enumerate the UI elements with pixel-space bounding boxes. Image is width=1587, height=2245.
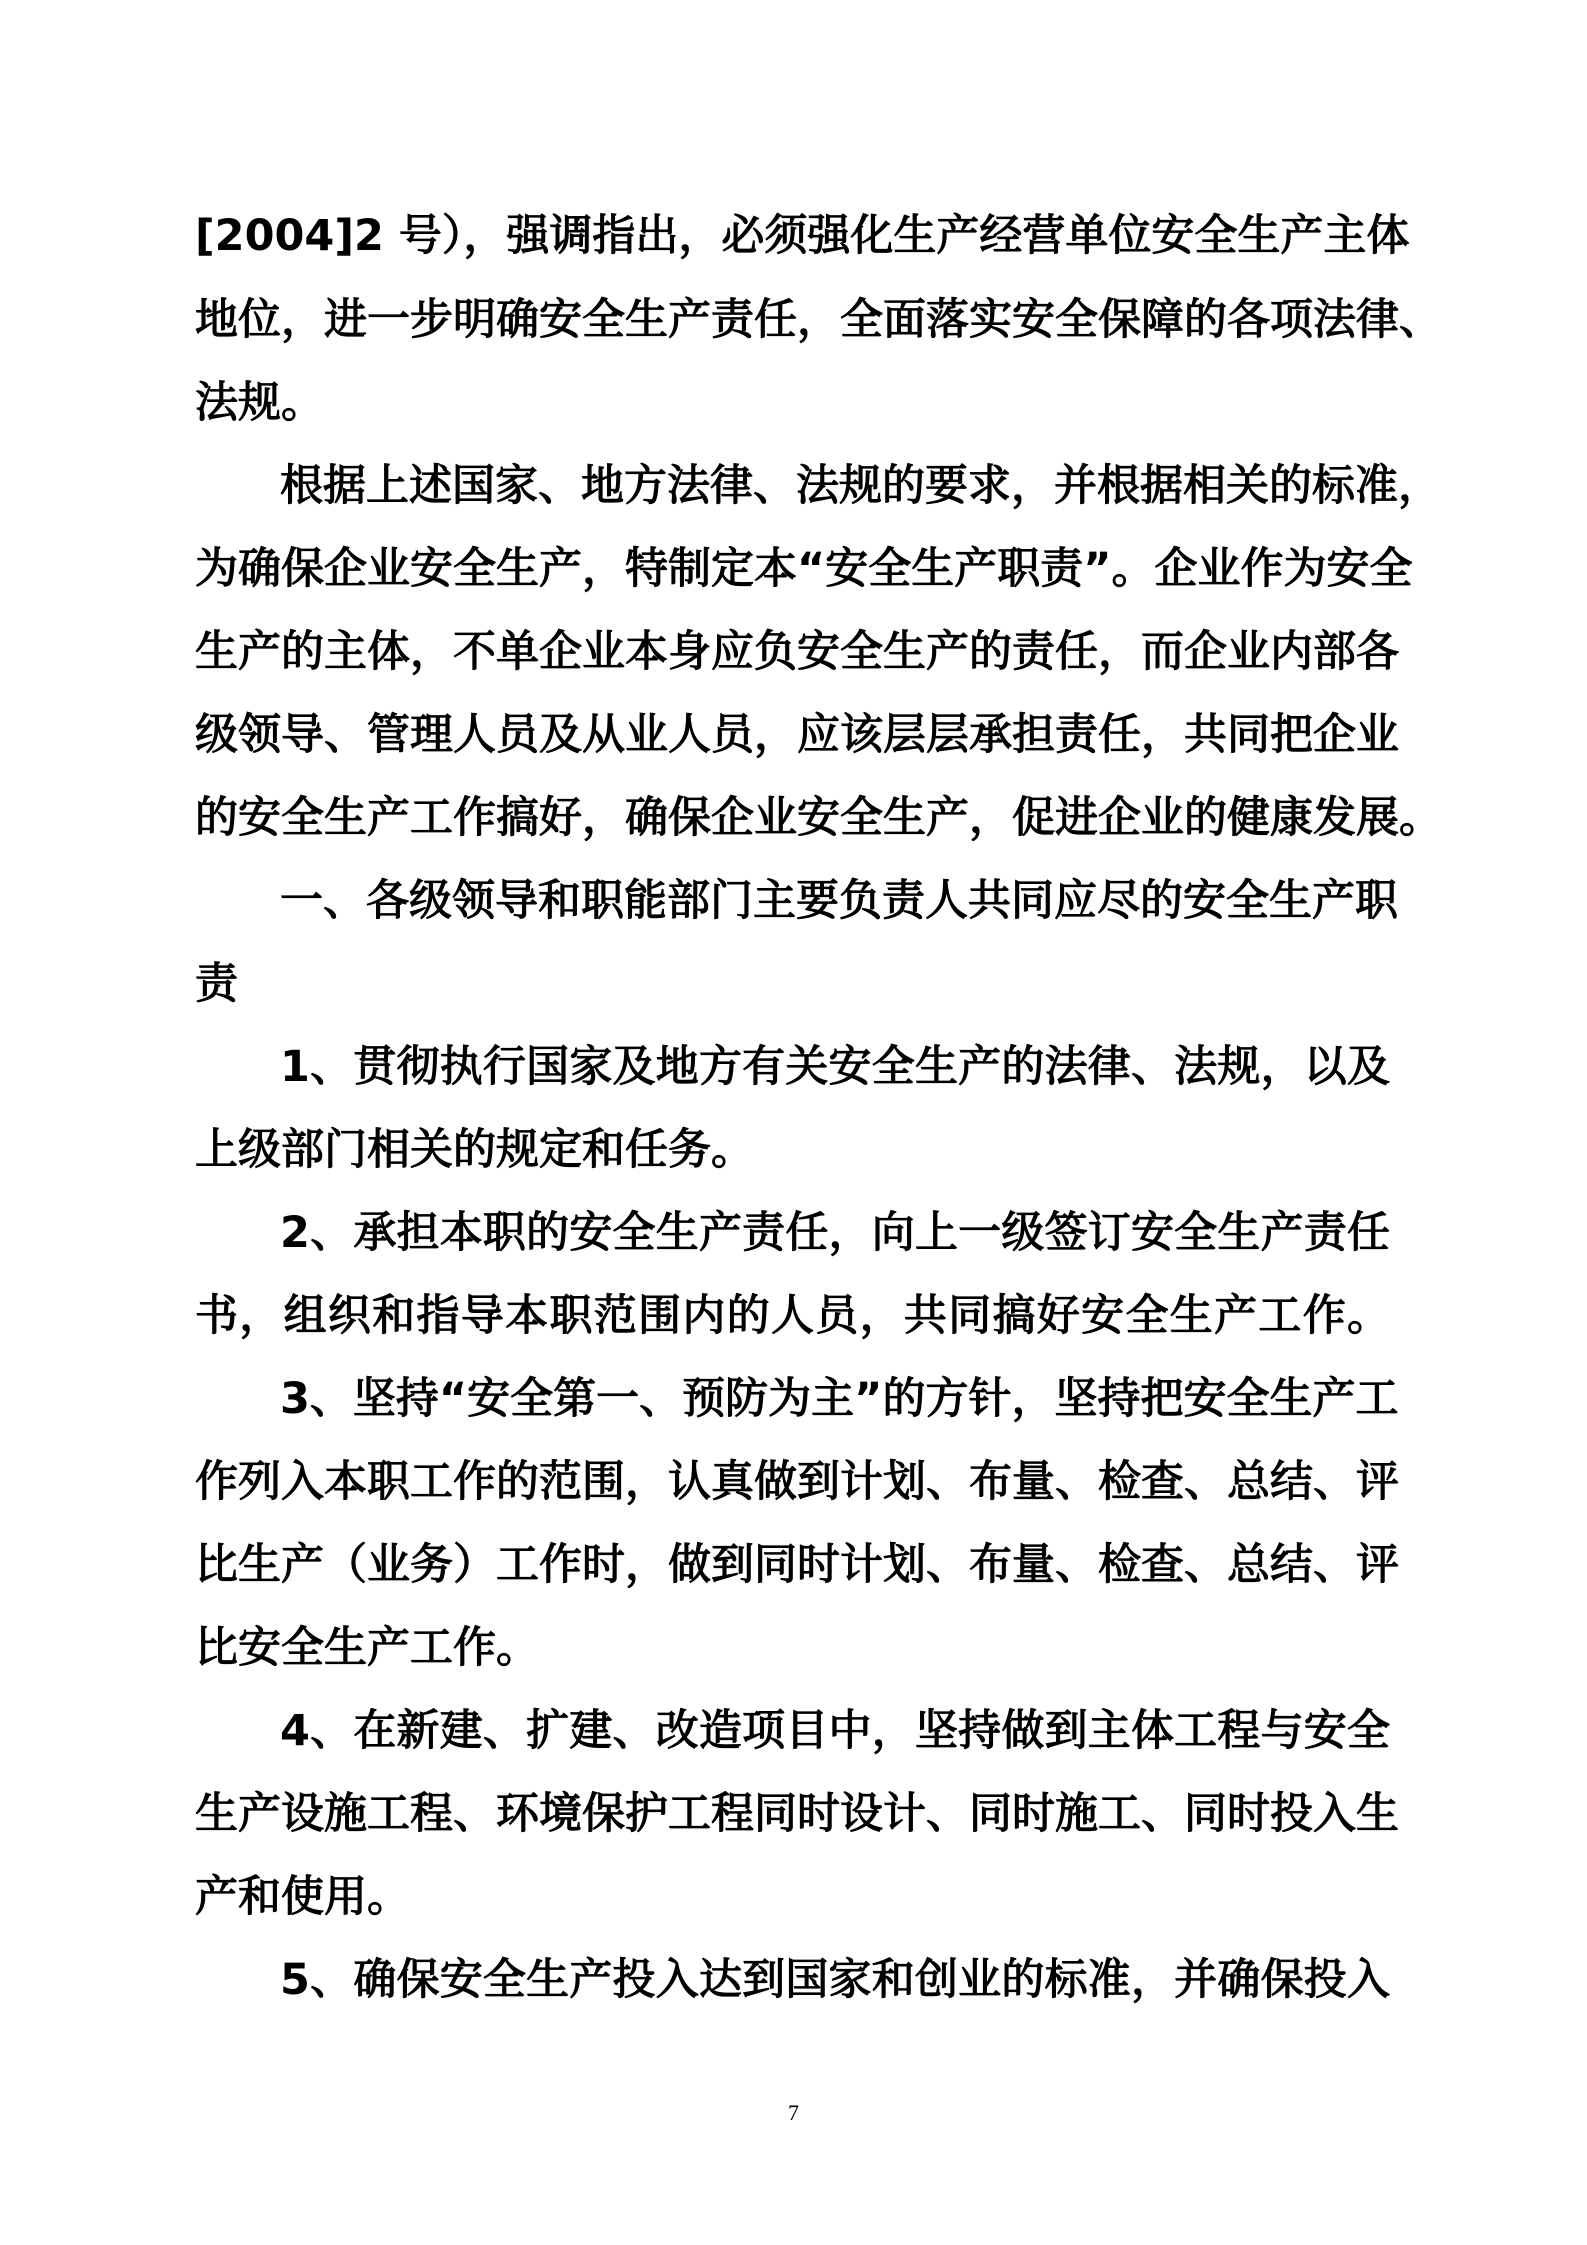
text-line: 上级部门相关的规定和任务。	[195, 1125, 754, 1175]
text-line: 法规。	[195, 378, 324, 428]
text-line: 书，组织和指导本职范围内的人员，共同搞好安全生产工作。	[195, 1291, 1390, 1341]
text-line: 1、贯彻执行国家及地方有关安全生产的法律、法规，以及	[280, 1042, 1390, 1092]
text-line: 3、坚持“安全第一、预防为主”的方针，坚持把安全生产工	[280, 1374, 1399, 1424]
text-line: 比生产（业务）工作时，做到同时计划、布量、检查、总结、评	[195, 1540, 1399, 1590]
text-line: 产和使用。	[195, 1872, 410, 1922]
section-heading: 责	[195, 959, 238, 1009]
text-line: 生产的主体，不单企业本身应负安全生产的责任，而企业内部各	[195, 627, 1399, 677]
text-line: 为确保企业安全生产，特制定本“安全生产职责”。企业作为安全	[195, 544, 1413, 594]
text-line: 的安全生产工作搞好，确保企业安全生产，促进企业的健康发展。	[195, 793, 1442, 843]
section-heading: 一、各级领导和职能部门主要负责人共同应尽的安全生产职	[280, 876, 1398, 926]
text-line: 5、确保安全生产投入达到国家和创业的标准，并确保投入	[280, 1955, 1390, 2005]
text-line: 生产设施工程、环境保护工程同时设计、同时施工、同时投入生	[195, 1789, 1399, 1839]
text-line: 级领导、管理人员及从业人员，应该层层承担责任，共同把企业	[195, 710, 1399, 760]
text-line: 比安全生产工作。	[195, 1623, 539, 1673]
text-line: 2、承担本职的安全生产责任，向上一级签订安全生产责任	[280, 1208, 1390, 1258]
text-line: 根据上述国家、地方法律、法规的要求，并根据相关的标准，	[280, 461, 1441, 511]
page-number: 7	[788, 2100, 799, 2125]
text-line: [2004]2 号），强调指出，必须强化生产经营单位安全生产主体	[195, 211, 1410, 261]
text-line: 地位，进一步明确安全生产责任，全面落实安全保障的各项法律、	[195, 295, 1442, 345]
text-line: 4、在新建、扩建、改造项目中，坚持做到主体工程与安全	[280, 1706, 1390, 1756]
text-line: 作列入本职工作的范围，认真做到计划、布量、检查、总结、评	[195, 1457, 1399, 1507]
